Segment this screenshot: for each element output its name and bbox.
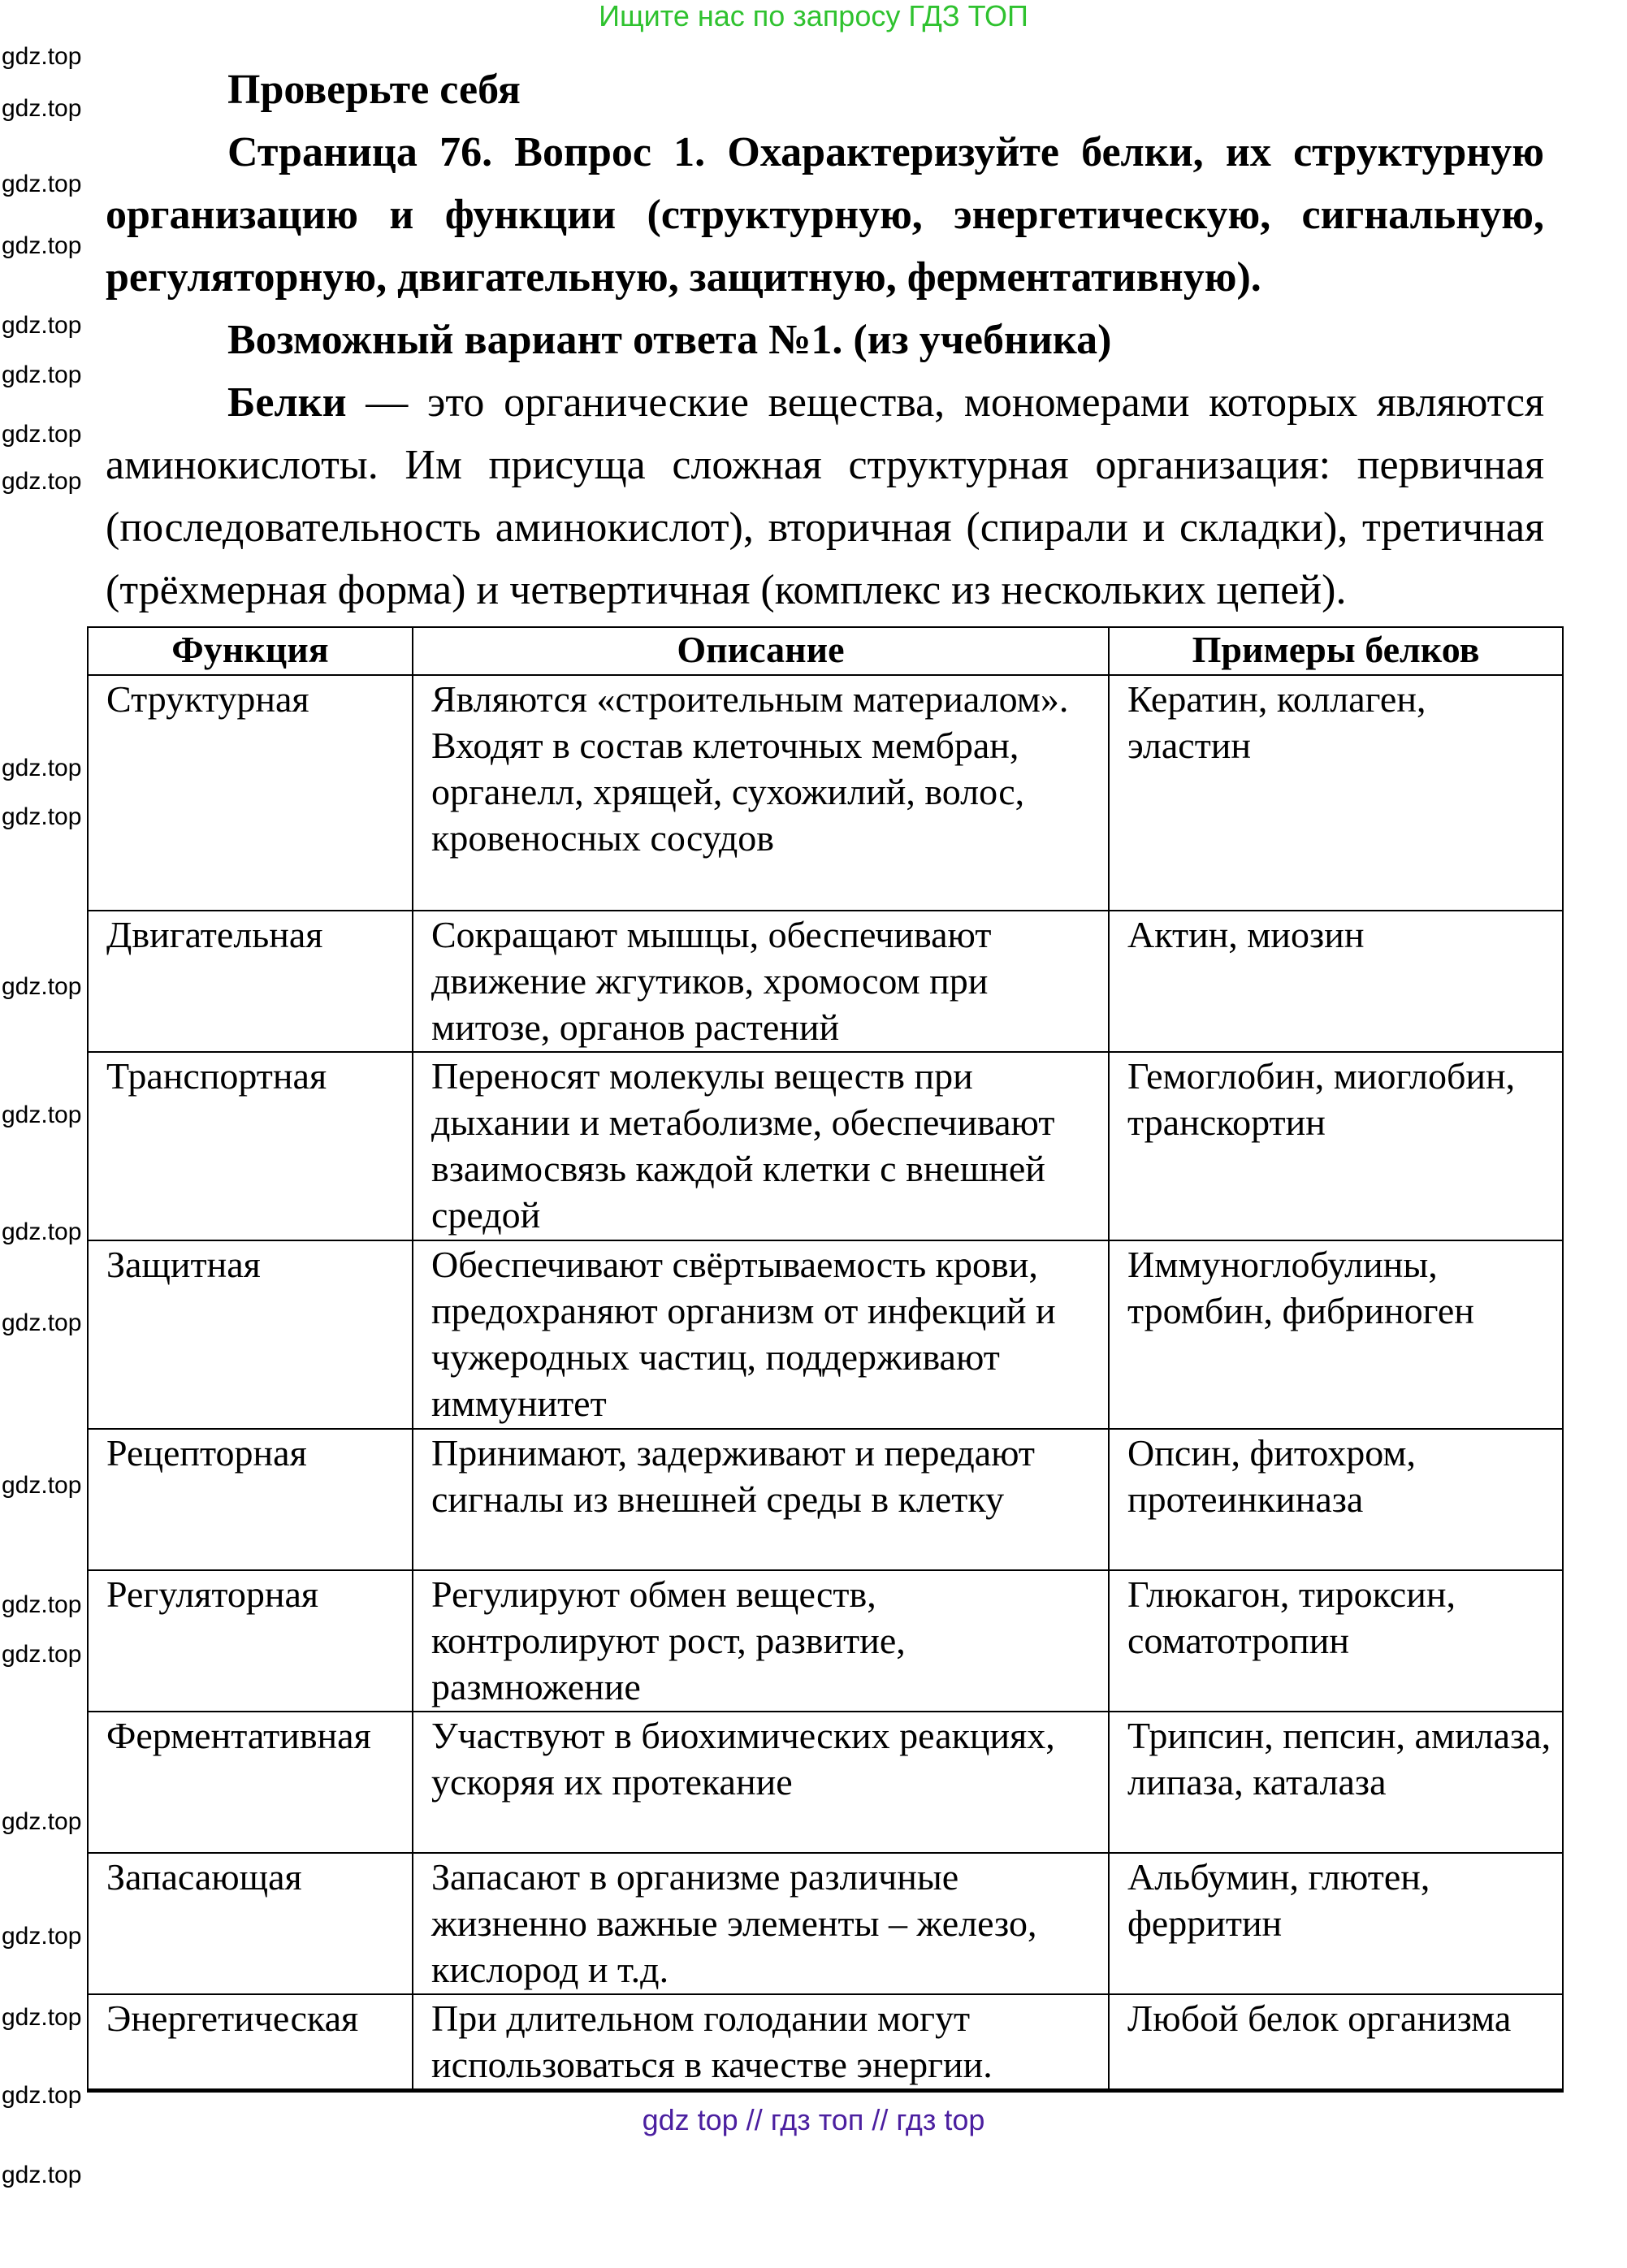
watermark: gdz.top — [2, 973, 82, 1000]
watermark: gdz.top — [2, 803, 82, 830]
watermark: gdz.top — [2, 2082, 82, 2109]
table-row — [88, 1994, 1563, 2090]
header-banner[interactable]: Ищите нас по запросу ГДЗ ТОП — [599, 0, 1028, 32]
watermark: gdz.top — [2, 1309, 82, 1336]
examples-cell: Трипсин, пепсин, амилаза, липаза, каталаза — [1109, 1712, 1563, 1853]
watermark: gdz.top — [2, 468, 82, 495]
function-cell: Ферментативная — [88, 1712, 413, 1853]
examples-cell: Кератин, коллаген, эластин — [1109, 675, 1563, 911]
function-cell: Структурная — [88, 675, 413, 911]
function-cell: Энергетическая — [88, 1994, 413, 2090]
watermark: gdz.top — [2, 755, 82, 781]
watermark: gdz.top — [2, 312, 82, 339]
answer-text: — это органические вещества, мономерами которых являются аминокислоты. Им присуща сложная структурная организация: первичная (последовательность аминокислот), вторичная (спирали и складки), третичная (трёхмерная форма) и четвертичная (комплекс из нескольких цепей). — [106, 379, 1544, 613]
watermark: gdz.top — [2, 1472, 82, 1499]
watermark: gdz.top — [2, 95, 82, 122]
examples-cell: Гемоглобин, миоглобин, транскортин — [1109, 1052, 1563, 1240]
function-cell: Рецепторная — [88, 1429, 413, 1570]
description-cell: Запасают в организме различные жизненно важные элементы – железо, кислород и т.д. — [413, 1853, 1109, 1994]
table-row — [88, 1570, 1563, 1712]
function-cell: Транспортная — [88, 1052, 413, 1240]
function-cell: Запасающая — [88, 1853, 413, 1994]
examples-cell: Опсин, фитохром, протеинкиназа — [1109, 1429, 1563, 1570]
description-cell: При длительном голодании могут использоваться в качестве энергии. — [413, 1994, 1109, 2090]
protein-functions-table — [87, 626, 1564, 2093]
watermark: gdz.top — [2, 2004, 82, 2031]
watermark: gdz.top — [2, 1591, 82, 1618]
table-row — [88, 911, 1563, 1052]
description-cell: Переносят молекулы веществ при дыхании и метаболизме, обеспечивают взаимосвязь каждой клетки с внешней средой — [413, 1052, 1109, 1240]
question-text: Страница 76. Вопрос 1. Охарактеризуйте белки, их структурную организацию и функции (структурную, энергетическую, сигнальную, регуляторную, двигательную, защитную, ферментативную). — [106, 129, 1544, 301]
watermark: gdz.top — [2, 2162, 82, 2188]
watermark: gdz.top — [2, 232, 82, 259]
column-header-examples: Примеры белков — [1109, 627, 1563, 675]
watermark: gdz.top — [2, 421, 82, 448]
examples-cell: Актин, миозин — [1109, 911, 1563, 1052]
description-cell: Являются «строительным материалом». Входят в состав клеточных мембран, органелл, хрящей, сухожилий, волос, кровеносных сосудов — [413, 675, 1109, 911]
function-cell: Регуляторная — [88, 1570, 413, 1712]
watermark: gdz.top — [2, 1641, 82, 1668]
description-cell: Участвуют в биохимических реакциях, ускоряя их протекание — [413, 1712, 1109, 1853]
table-row — [88, 1853, 1563, 1994]
table-header-row — [88, 627, 1563, 675]
examples-cell: Глюкагон, тироксин, соматотропин — [1109, 1570, 1563, 1712]
section-title: Проверьте себя — [227, 67, 521, 113]
function-cell: Защитная — [88, 1240, 413, 1429]
watermark: gdz.top — [2, 1218, 82, 1245]
table-row — [88, 1712, 1563, 1853]
answer-term: Белки — [227, 379, 347, 426]
watermark: gdz.top — [2, 1923, 82, 1950]
text-block — [106, 58, 1544, 621]
answer-title: Возможный вариант ответа №1. (из учебника) — [227, 317, 1112, 363]
description-cell: Обеспечивают свёртываемость крови, предохраняют организм от инфекций и чужеродных частиц, поддерживают иммунитет — [413, 1240, 1109, 1429]
watermark: gdz.top — [2, 361, 82, 388]
watermark: gdz.top — [2, 171, 82, 197]
examples-cell: Альбумин, глютен, ферритин — [1109, 1853, 1563, 1994]
examples-cell: Любой белок организма — [1109, 1994, 1563, 2090]
watermark: gdz.top — [2, 1102, 82, 1128]
table-row — [88, 675, 1563, 911]
examples-cell: Иммуноглобулины, тромбин, фибриноген — [1109, 1240, 1563, 1429]
table-row — [88, 1240, 1563, 1429]
description-cell: Сокращают мышцы, обеспечивают движение жгутиков, хромосом при митозе, органов растений — [413, 911, 1109, 1052]
column-header-description: Описание — [413, 627, 1109, 675]
table-row — [88, 1429, 1563, 1570]
description-cell: Принимают, задерживают и передают сигналы из внешней среды в клетку — [413, 1429, 1109, 1570]
answer-paragraph — [106, 371, 1544, 621]
function-cell: Двигательная — [88, 911, 413, 1052]
watermark: gdz.top — [2, 1808, 82, 1835]
column-header-function: Функция — [88, 627, 413, 675]
description-cell: Регулируют обмен веществ, контролируют рост, развитие, размножение — [413, 1570, 1109, 1712]
table-row — [88, 1052, 1563, 1240]
footer-banner[interactable]: gdz top // гдз топ // гдз top — [642, 2102, 985, 2136]
watermark: gdz.top — [2, 43, 82, 70]
